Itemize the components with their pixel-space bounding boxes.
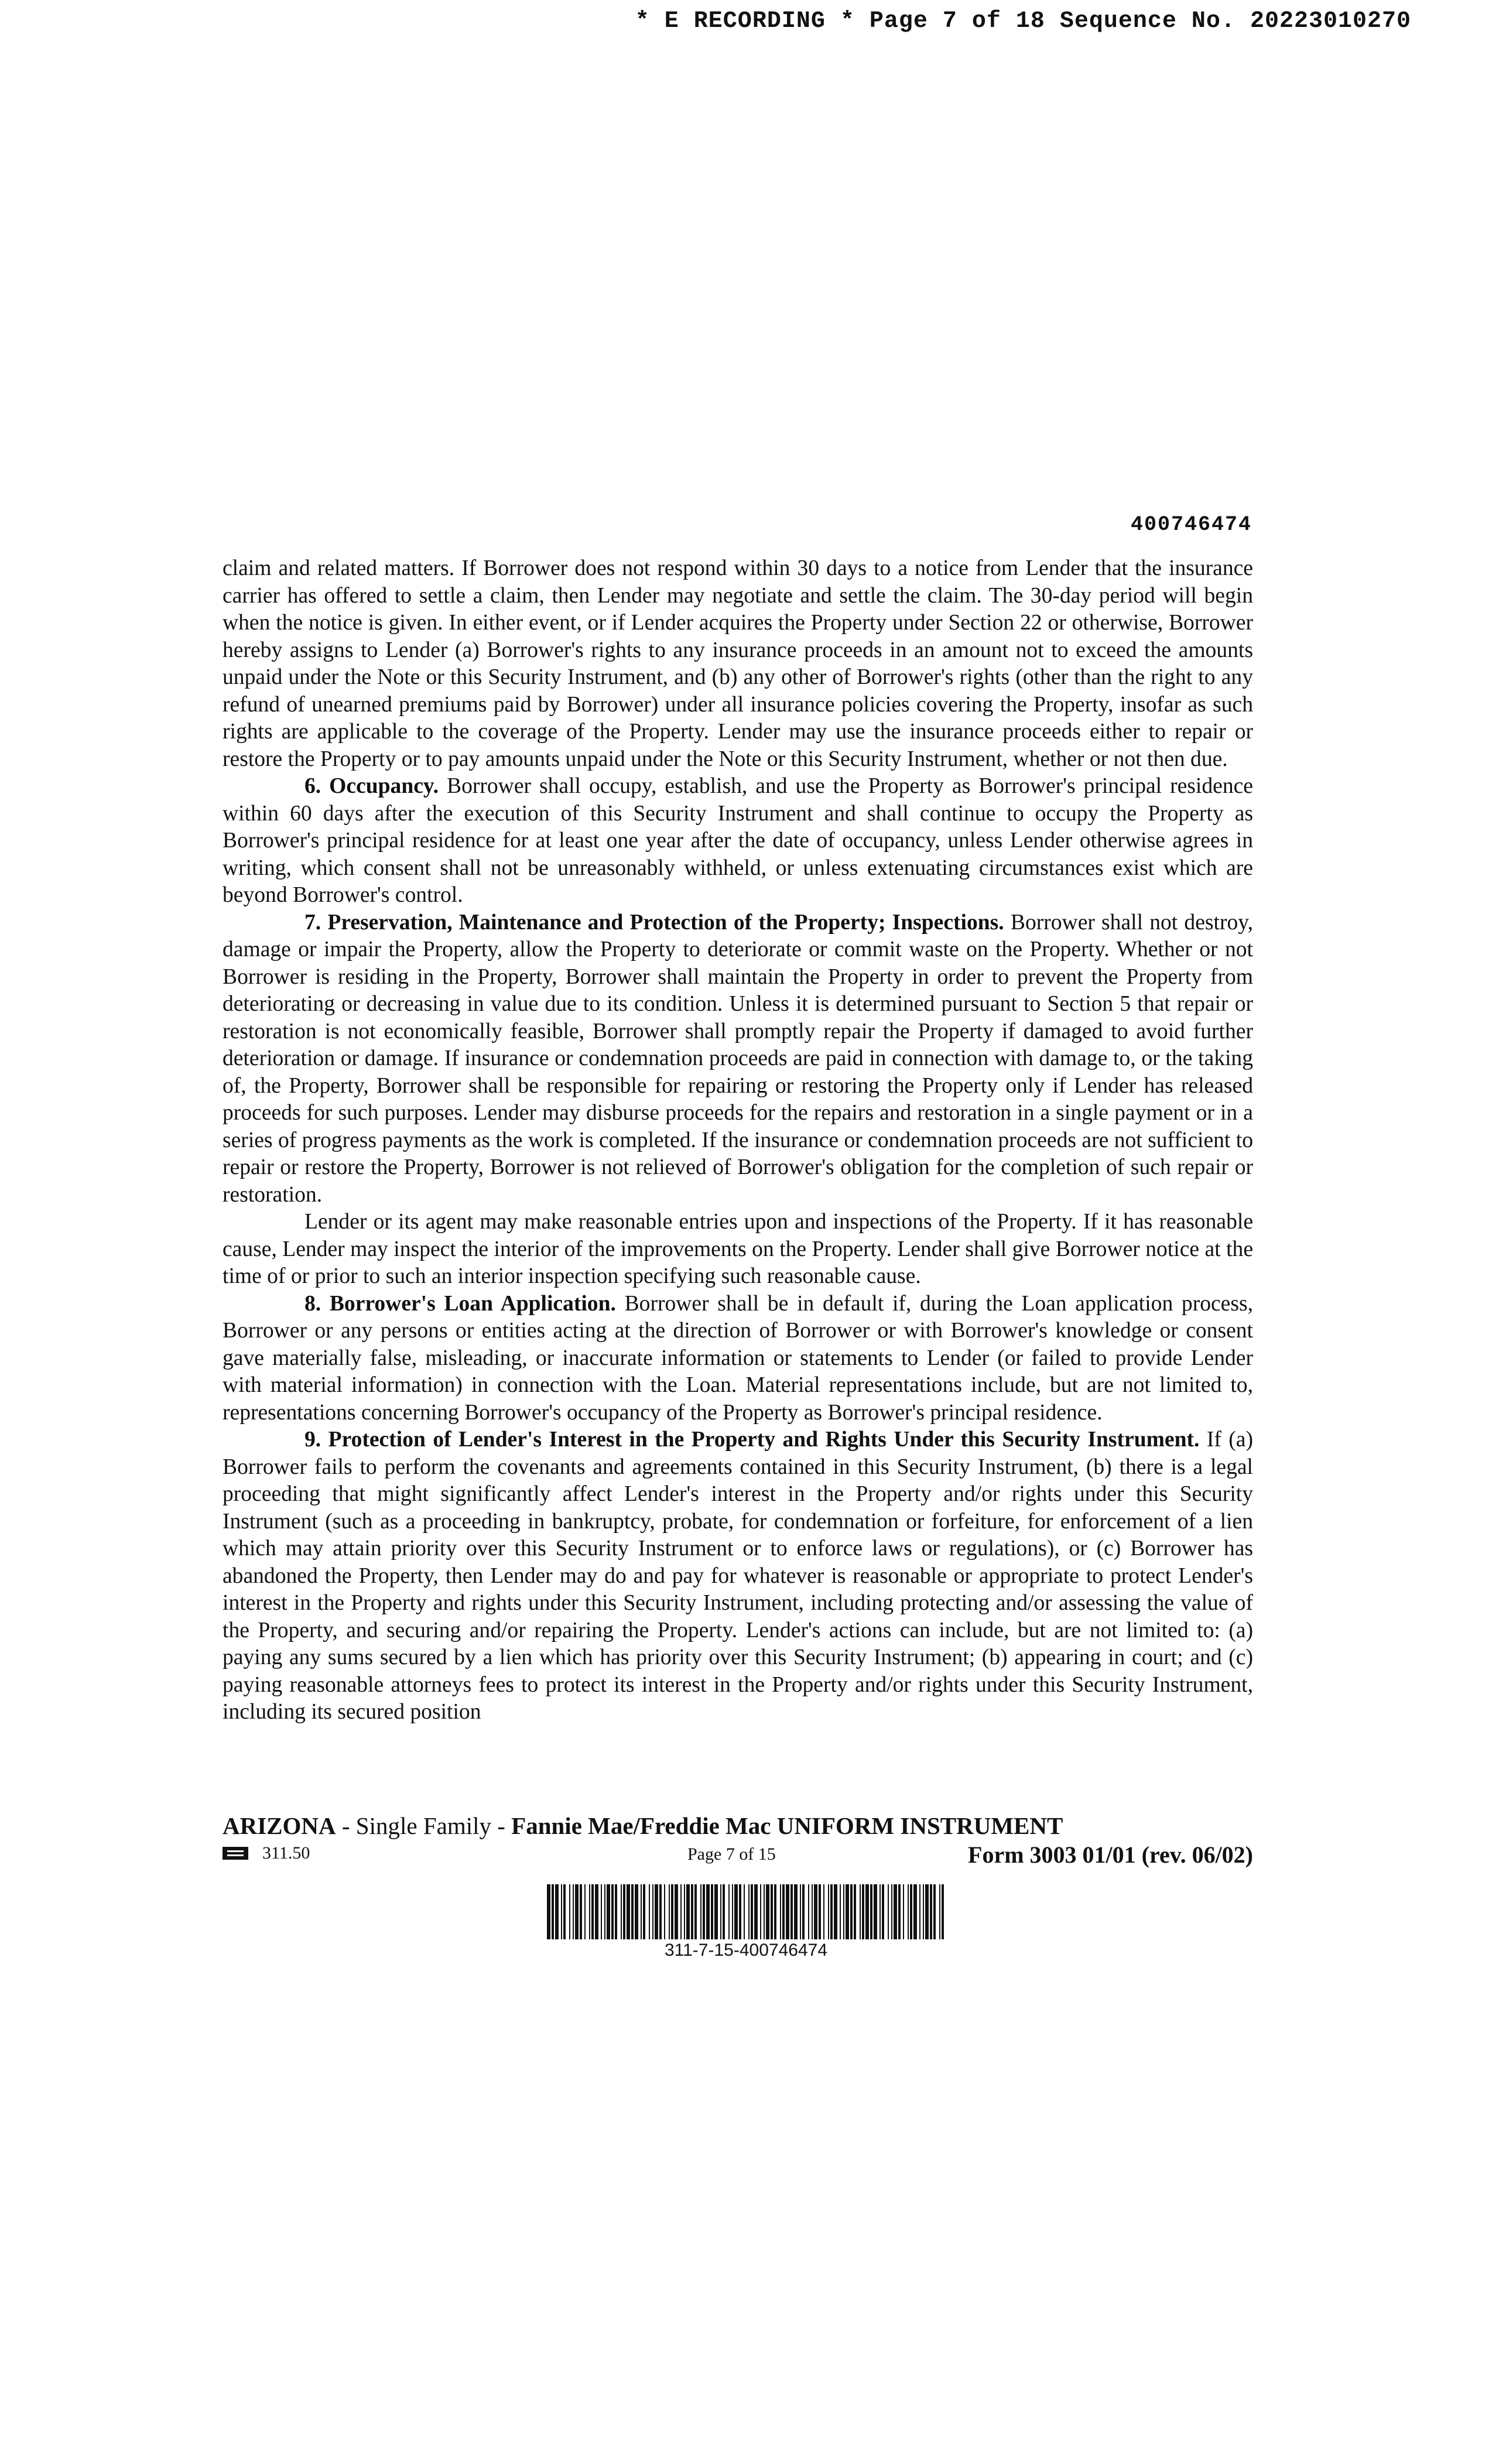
recording-header: * E RECORDING * Page 7 of 18 Sequence No. 20223010270 bbox=[635, 8, 1411, 35]
section-text: Borrower shall be in default if, during the Loan application process, Borrower or any persons or entities acting at the direction of Borrower or with Borrower's knowledge or consent gave materially false, misleading, or inaccurate information or statements to Lender (or failed to provide Lender with material information) in connection with the Loan. Material representations include, but are not limited to, representations concerning Borrower's occupancy of the Property as Borrower's principal residence. bbox=[223, 1291, 1254, 1425]
footer-instrument: Fannie Mae/Freddie Mac UNIFORM INSTRUMENT bbox=[511, 1812, 1063, 1839]
publisher-logo-icon bbox=[223, 1847, 248, 1860]
section-7-inspections-paragraph bbox=[223, 1209, 1253, 1291]
section-heading: 6. Occupancy. bbox=[304, 774, 439, 798]
document-body bbox=[223, 555, 1253, 1726]
section-heading: 7. Preservation, Maintenance and Protection of the Property; Inspections. bbox=[304, 910, 1004, 935]
footer-state: ARIZONA bbox=[223, 1812, 336, 1839]
section-7-preservation bbox=[223, 909, 1253, 1209]
footer-title bbox=[223, 1812, 1063, 1840]
section-heading: 9. Protection of Lender's Interest in the Property and Rights Under this Security Instrument. bbox=[304, 1428, 1200, 1452]
section-heading: 8. Borrower's Loan Application. bbox=[304, 1291, 616, 1316]
footer-title-middle: - Single Family - bbox=[336, 1812, 512, 1839]
footer-form-number: Form 3003 01/01 (rev. 06/02) bbox=[968, 1842, 1253, 1868]
footer-form-code bbox=[223, 1843, 310, 1863]
loan-number: 400746474 bbox=[1130, 513, 1252, 536]
continuation-paragraph: claim and related matters. If Borrower does not respond within 30 days to a notice from Lender that the insurance carrier has offered to settle a claim, then Lender may negotiate and settle the claim. The 30-day period will begin when the notice is given. In either event, or if Lender acquires the Property under Section 22 or otherwise, Borrower hereby assigns to Lender (a) Borrower's rights to any insurance proceeds in an amount not to exceed the amounts unpaid under the Note or this Security Instrument, and (b) any other of Borrower's rights (other than the right to any refund of unearned premiums paid by Borrower) under all insurance policies covering the Property, insofar as such rights are applicable to the coverage of the Property. Lender may use the insurance proceeds either to repair or restore the Property or to pay amounts unpaid under the Note or this Security Instrument, whether or not then due. bbox=[223, 556, 1253, 771]
section-text: Borrower shall occupy, establish, and use the Property as Borrower's principal residence within 60 days after the execution of this Security Instrument and shall continue to occupy the Property as Borrower's principal residence for at least one year after the date of occupancy, unless Lender otherwise agrees in writing, which consent shall not be unreasonably withheld, or unless extenuating circumstances exist which are beyond Borrower's control. bbox=[223, 774, 1253, 907]
barcode-text: 311-7-15-400746474 bbox=[664, 1941, 827, 1960]
section-text: If (a) Borrower fails to perform the covenants and agreements contained in this Security Instrument, (b) there is a legal proceeding that might significantly affect Lender's interest in the Property and/or rights under this Security Instrument (such as a proceeding in bankruptcy, probate, for condemnation or forfeiture, for enforcement of a lien which may attain priority over this Security Instrument or to enforce laws or regulations), or (c) Borrower has abandoned the Property, then Lender may do and pay for whatever is reasonable or appropriate to protect Lender's interest in the Property and rights under this Security Instrument, including protecting and/or assessing the value of the Property, and securing and/or repairing the Property. Lender's actions can include, but are not limited to: (a) paying any sums secured by a lien which has priority over this Security Instrument; (b) appearing in court; and (c) paying reasonable attorneys fees to protect its interest in the Property and/or rights under this Security Instrument, including its secured position bbox=[223, 1428, 1254, 1724]
section-text: Lender or its agent may make reasonable entries upon and inspections of the Property. If it has reasonable cause, Lender may inspect the interior of the improvements on the Property. Lender shall give Borrower notice at the time of or prior to such an interior inspection specifying such reasonable cause. bbox=[223, 1210, 1253, 1288]
footer-page-number: Page 7 of 15 bbox=[687, 1844, 776, 1864]
section-8-loan-application bbox=[223, 1291, 1253, 1427]
form-code: 311.50 bbox=[262, 1843, 310, 1863]
section-9-protection bbox=[223, 1426, 1253, 1726]
barcode-icon bbox=[547, 1884, 945, 1939]
section-6-occupancy bbox=[223, 773, 1253, 909]
section-text: Borrower shall not destroy, damage or impair the Property, allow the Property to deteriorate or commit waste on the Property. Whether or not Borrower is residing in the Property, Borrower shall maintain the Property in order to prevent the Property from deteriorating or decreasing in value due to its condition. Unless it is determined pursuant to Section 5 that repair or restoration is not economically feasible, Borrower shall promptly repair the Property if damaged to avoid further deterioration or damage. If insurance or condemnation proceeds are paid in connection with damage to, or the taking of, the Property, Borrower shall be responsible for repairing or restoring the Property only if Lender has released proceeds for such purposes. Lender may disburse proceeds for the repairs and restoration in a single payment or in a series of progress payments as the work is completed. If the insurance or condemnation proceeds are not sufficient to repair or restore the Property, Borrower is not relieved of Borrower's obligation for the completion of such repair or restoration. bbox=[223, 910, 1253, 1207]
